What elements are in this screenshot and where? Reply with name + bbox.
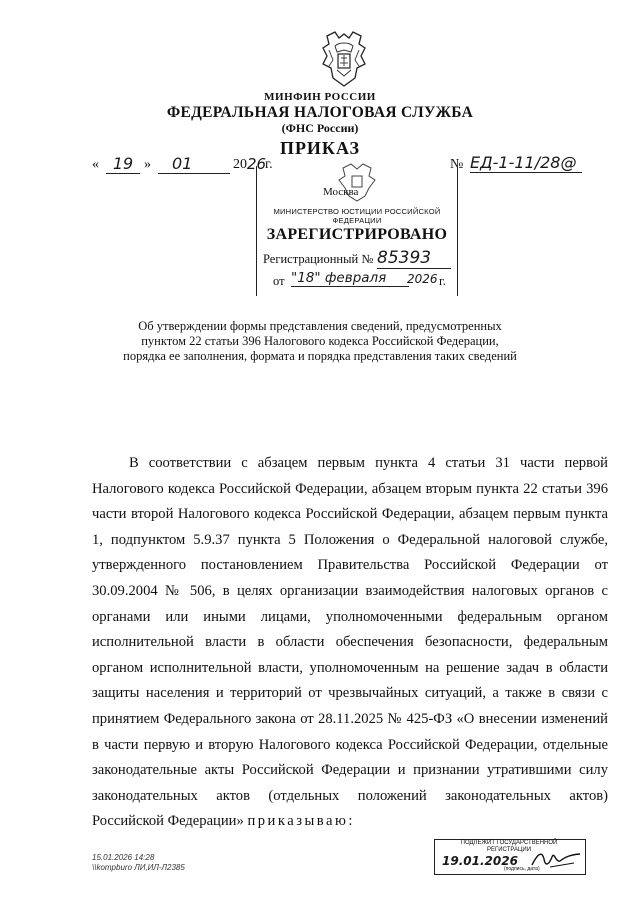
date-year-hand: 26 [247,155,267,173]
stamp-ministry: МИНИСТЕРСТВО ЮСТИЦИИ РОССИЙСКОЙ ФЕДЕРАЦИИ [273,207,441,225]
date-quote-close: » [144,157,151,172]
order-number: ЕД-1-11/28@ [470,153,582,173]
reg-box-line1: ПОДЛЕЖИТ ГОСУДАРСТВЕННОЙ [460,840,558,846]
date-quote-open: « [92,157,99,172]
body-text: В соответствии с абзацем первым пункта 4 статьи 31 части первой Налогового кодекса Российской Федерации, абзацем вторым пункта 22 статьи 396 части второй Налогового кодекса Российской Федерации, абзацем первым пункта 1, подпунктом 5.9.37 пункта 5 Положения о Федеральной налоговой службе, утвержденного постановлением Правительства Российской Федерации от 30.09.2004 № 506, в целях организации взаимодействия налоговых органов с органами или иными лицами, уполномоченными федеральным органом исполнительной власти в области обеспечения безопасности, федеральным органом исполнительной власти, уполномоченным на решение задач в области защиты населения и территорий от чрезвычайных ситуаций, а также в связи с принятием Федерального закона от 28.11.2025 № 425-ФЗ «О внесении изменений в части первую и вторую Налогового кодекса Российской Федерации, отдельные законодательные акты Российской Федерации и признании утратившими силу законодательных актов (отдельных положений законодательных актов) Российской Федерации» [92,455,608,830]
date-year-suffix: г. [265,157,273,172]
ministry-heading: МИНФИН РОССИИ [264,91,376,103]
reg-box-caption: (подпись, дата) [504,866,540,872]
service-heading: ФЕДЕРАЛЬНАЯ НАЛОГОВАЯ СЛУЖБА [166,104,474,121]
order-body [92,451,608,835]
order-word: приказываю [247,813,349,830]
stamp-from-label: от [273,274,285,288]
registration-note-box [434,839,584,873]
reg-box-line2: РЕГИСТРАЦИИ [486,847,532,853]
body-paragraph [92,451,608,835]
document-type-heading: ПРИКАЗ [279,138,361,158]
stamp-reg-number: 85393 [377,248,451,269]
service-short-heading: (ФНС России) [281,121,359,135]
stamp-from-year: 2026 [407,272,438,286]
footer-timestamp: 15.01.2026 14:28 [92,853,155,862]
order-suffix: : [348,813,353,830]
date-year-prefix: 20 [233,157,247,172]
subject-line: Об утверждении формы представления сведений, предусмотренных [138,319,502,333]
date-month: 01 [158,154,230,174]
order-subject [120,319,520,364]
stamp-from-date: "18" февраля [291,270,409,287]
stamp-reg-label: Регистрационный № [263,252,374,266]
subject-line: порядка ее заполнения, формата и порядка представления таких сведений [123,349,517,363]
date-day: 19 [106,154,140,174]
stamp-from-suffix: г. [439,274,446,288]
number-sign: № [450,157,464,172]
stamp-status: ЗАРЕГИСТРИРОВАНО [266,226,448,243]
footer-file: \\kompburo ЛИ,ИЛ-Л2385 [92,863,185,872]
stamp-city: Москва [323,186,359,198]
state-emblem-icon [315,30,373,88]
registration-stamp [256,166,458,296]
reg-box-date: 19.01.2026 [442,854,518,868]
subject-line: пунктом 22 статьи 396 Налогового кодекса Российской Федерации, [141,334,499,348]
